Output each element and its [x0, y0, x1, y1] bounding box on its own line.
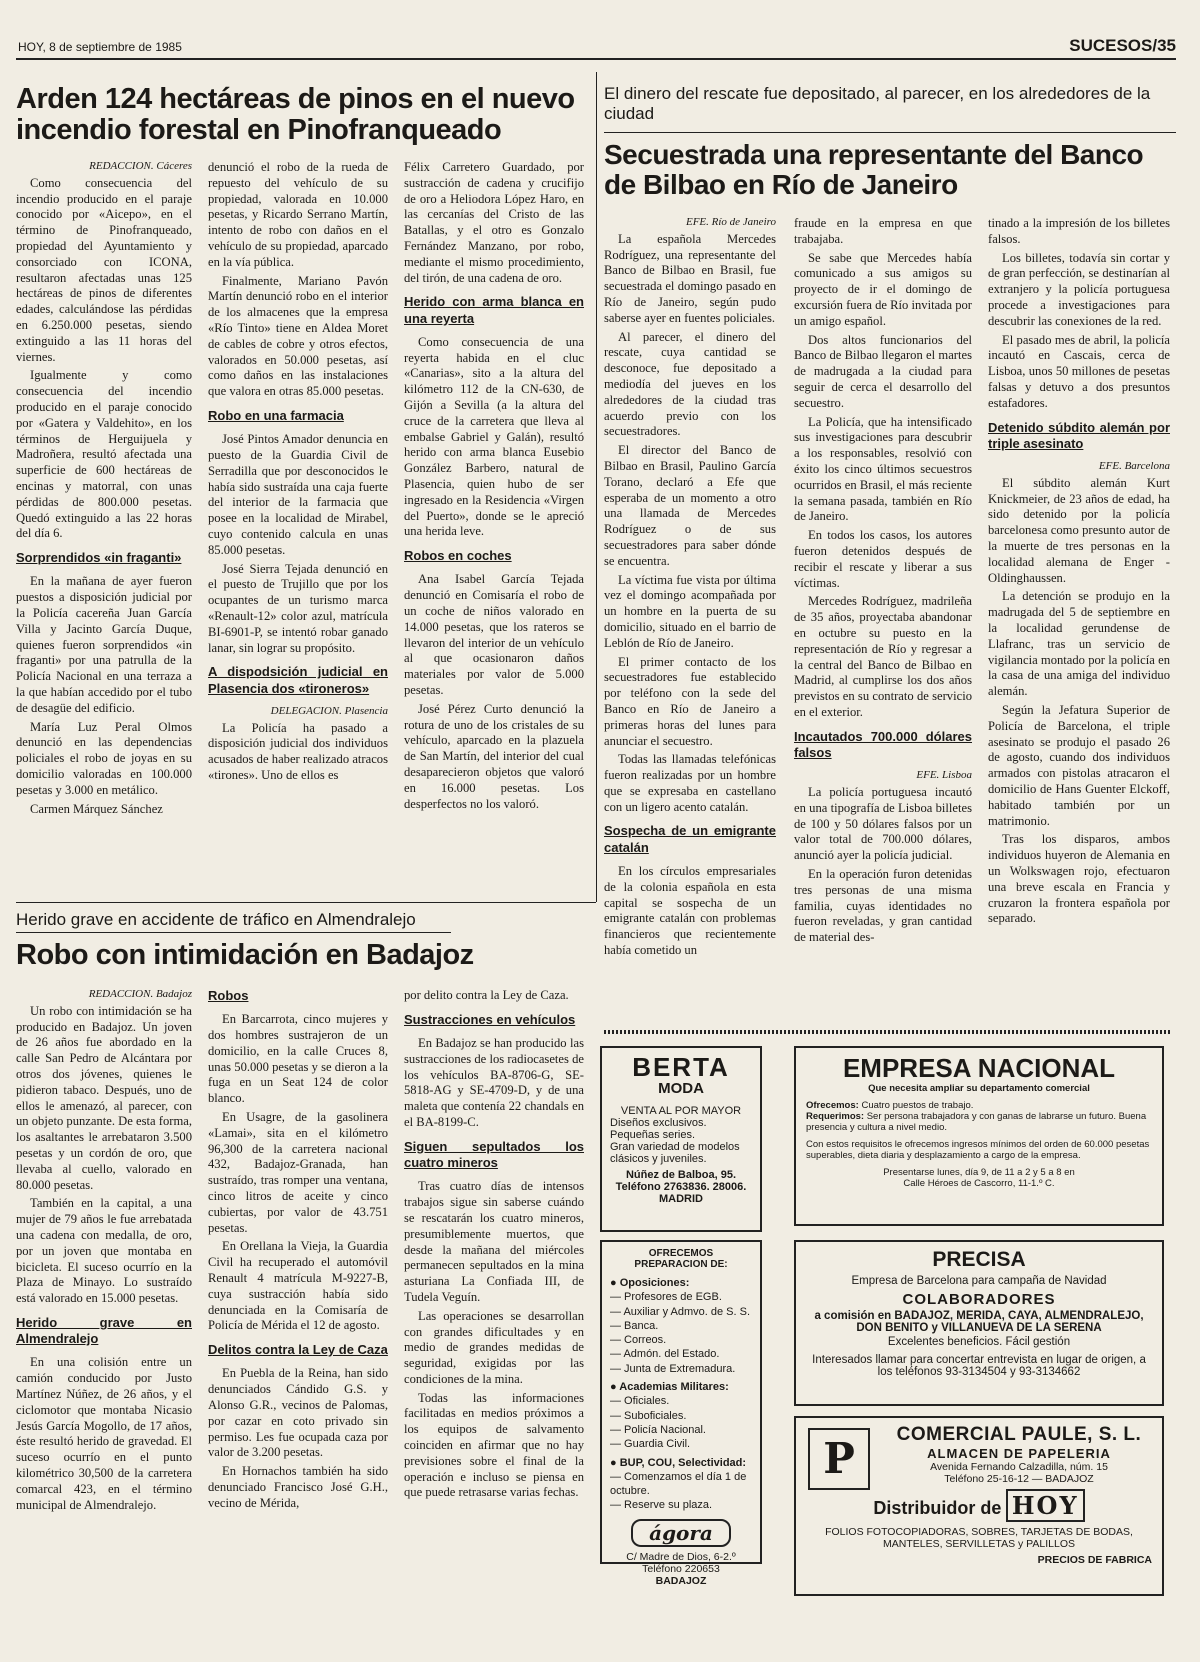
kidnap-column-3 — [988, 216, 1170, 1024]
fire-column-3 — [404, 160, 584, 890]
paragraph: La detención se produjo en la madrugada del 5 de septiembre en la localidad gerundense de Llafranc, tras un servicio de vigilancia montado por la policía en la casa de una amiga del individuo alemán. — [988, 589, 1170, 699]
paragraph: En Barcarrota, cinco mujeres y dos hombres sustrajeron de un domicilio, en la calle Cruces 8, unas 50.000 pesetas y se dieron a la fuga en un Seat 124 de color blanco. — [208, 1012, 388, 1106]
subhead: Robo en una farmacia — [208, 407, 344, 423]
paragraph: El súbdito alemán Kurt Knickmeier, de 23 años de edad, ha sido detenido por la policía barcelonesa como presunto autor de la muerte de tres personas en la localidad alemana de Enger - Oldinghaussen. — [988, 475, 1170, 585]
dateline: EFE. Barcelona — [1098, 460, 1170, 473]
paragraph: El pasado mes de abril, la policía incautó en Cascais, cerca de Lisboa, unos 50 millones de pesetas falsas y detuvo a dos presuntos estafadores. — [988, 332, 1170, 410]
empresa-address: Calle Héroes de Cascorro, 11-1.º C. — [903, 1177, 1055, 1189]
paragraph: Según la Jefatura Superior de Policía de Barcelona, el triple asesinato se produjo el pasado 26 de agosto, cuando dos individuos armados con pistolas atracaron el domicilio de Hans Guenter Elckoff, habitado también por un matrimonio. — [988, 703, 1170, 828]
paule-distributor — [806, 1491, 1152, 1520]
subhead: Robos — [208, 988, 249, 1003]
ad-berta — [600, 1046, 762, 1232]
agora-city: BADAJOZ — [655, 1574, 707, 1587]
paragraph: La española Mercedes Rodríguez, una representante del Banco de Bilbao en Brasil, fue secuestrada el domingo pasado en Río de Janeiro, según pudo saberse ayer en fuentes policiales. — [604, 231, 776, 325]
paragraph: Tras cuatro días de intensos trabajos sigue sin saberse cuándo se rescatarán los cuatro mineros, presumiblemente muertos, que desde la mañana del miércoles permanecen sepultados en la mina asturiana La Confiada III, de Tudela Veguín. — [404, 1179, 584, 1304]
section-title: SUCESOS/35 — [1069, 36, 1176, 55]
paragraph: En todos los casos, los autores fueron detenidos después de recibir el rescate y liberar a sus víctimas. — [794, 528, 972, 590]
agora-item: — Oficiales. — [610, 1395, 670, 1408]
badajoz-column-3 — [404, 988, 584, 1650]
precisa-line: a comisión en BADAJOZ, MERIDA, CAYA, ALMENDRALEJO, DON BENITO y VILLANUEVA DE LA SERENA — [814, 1310, 1144, 1335]
subhead: Herido con arma blanca en una reyerta — [404, 294, 584, 326]
berta-line: Diseños exclusivos. — [610, 1117, 707, 1129]
empresa-subtitle: Que necesita ampliar su departamento comercial — [868, 1082, 1090, 1094]
paragraph: María Luz Peral Olmos denunció en las dependencias policiales el robo de joyas en su domicilio valoradas en 100.000 pesetas y 3.000 en metálico. — [16, 719, 192, 797]
paragraph: En los círculos empresariales de la colonia española en esta capital se sospecha de un emigrante catalán con problemas financieros que recientemente había cometido un — [604, 863, 776, 957]
badajoz-column-2 — [208, 988, 388, 1650]
paragraph: por delito contra la Ley de Caza. — [404, 988, 569, 1002]
paule-address: Avenida Fernando Calzadilla, núm. 15 — [930, 1461, 1108, 1473]
vertical-divider — [596, 72, 597, 902]
subhead: Robos en coches — [404, 548, 512, 564]
berta-address: Núñez de Balboa, 95. — [625, 1169, 737, 1181]
agora-item: — Guardia Civil. — [610, 1438, 691, 1451]
paragraph: La Policía, que ha intensificado sus investigaciones para descubrir a los responsables, resolvió con éxito los cinco últimos secuestros ocurridos en Brasil, el más reciente la semana pasada, también en Río de Janeiro. — [794, 414, 972, 524]
paragraph: Félix Carretero Guardado, por sustracción de cadena y crucifijo de oro a Heliodora López Haro, en las cercanías del Cristo de las Batallas, y el otro es Gonzalo Fernández Manzano, por robo, mediante el mismo procedimiento, del tirón, de una cadena de oro. — [404, 160, 584, 285]
agora-logo: ágora — [631, 1519, 731, 1547]
subhead: Incautados 700.000 dólares falsos — [794, 728, 972, 760]
kidnap-kicker: El dinero del rescate fue depositado, al parecer, en los alrededores de la ciudad — [604, 84, 1151, 124]
fire-column-1 — [16, 160, 192, 890]
paragraph: fraude en la empresa en que trabajaba. — [794, 216, 972, 246]
paragraph: La Policía ha pasado a disposición judicial dos individuos acusados de haber realizado atracos «tirones». Uno de ellos es — [208, 720, 388, 783]
empresa-schedule: Presentarse lunes, día 9, de 11 a 2 y 5 a 8 en — [883, 1166, 1075, 1178]
paragraph: En Usagre, de la gasolinera «Lamai», sita en el kilómetro 96,300 de la carretera nacional 432, Badajoz-Granada, han sustraído, tras romper una ventana, cinco litros de aceite y cinco cubiertas, por valor de 43.751 pesetas. — [208, 1110, 388, 1235]
precisa-line: Interesados llamar para concertar entrevista en lugar de origen, a los teléfonos 93-3134504 y 93-3134662 — [812, 1354, 1146, 1379]
badajoz-headline: Robo con intimidación en Badajoz — [16, 939, 474, 971]
empresa-body: Con estos requisitos le ofrecemos ingresos mínimos del orden de 60.000 pesetas superables, dieta diaria y desplazamiento a cargo de la empresa. — [806, 1138, 1150, 1161]
paule-almacen: ALMACEN DE PAPELERIA — [927, 1446, 1111, 1461]
empresa-requirements — [806, 1111, 1152, 1133]
agora-item: — Policía Nacional. — [610, 1423, 706, 1436]
berta-phone: Teléfono 2763836. 28006. — [615, 1181, 747, 1193]
precisa-line: Excelentes beneficios. Fácil gestión — [887, 1336, 1071, 1349]
paragraph: Ana Isabel García Tejada denunció en Comisaría el robo de un coche de niños valorado en 14.000 pesetas, que los rateros se llevaron del interior de un vehículo al que ocasionaron daños materiales por valor de 5.000 pesetas. — [404, 572, 584, 698]
ads-separator — [604, 1030, 1172, 1034]
agora-title: OFRECEMOS PREPARACION DE: — [634, 1248, 728, 1270]
empresa-offer — [806, 1100, 1152, 1111]
paragraph: En la operación furon detenidas tres personas de una misma familia, cuyas identidades no fueron reveladas, y gran cantidad de material des- — [794, 866, 972, 945]
empresa-req-text: Ser persona trabajadora y con ganas de labrarse un futuro. Buena presencia y cultura a nivel medio. — [806, 1110, 1147, 1133]
paragraph: En Badajoz se han producido las sustracciones de los radiocasetes de los vehículos BA-8706-G, SE-5818-AG y SE-4709-D, y de una maleta que contenía 22 chandals en el BA-8199-C. — [404, 1036, 584, 1130]
ad-comercial-paule — [794, 1416, 1164, 1596]
hoy-logo: HOY — [1006, 1489, 1085, 1522]
paragraph: Un robo con intimidación se ha producido en Badajoz. Un joven de 26 años fue abordado en la calle San Pedro de Alcántara por otros dos jóvenes, quienes le pidieron tabaco. Después, uno de ellos le amenazó, al parecer, con un objeto punzante. De esta forma, los asaltantes le arrebataron 3.500 pesetas y un cordón de oro, que llevaba al cuello, valorado en 80.000 pesetas. — [16, 1003, 192, 1192]
paule-prices: PRECIOS DE FABRICA — [1037, 1554, 1152, 1566]
subhead: Detenido súbdito alemán por triple asesinato — [988, 419, 1170, 451]
berta-line: Gran variedad de modelos clásicos y juveniles. — [610, 1141, 740, 1165]
kidnap-headline: Secuestrada una representante del Banco de Bilbao en Río de Janeiro — [604, 139, 1144, 201]
header-rule — [16, 58, 1176, 60]
paragraph: Como consecuencia de una reyerta habida en el cluc «Canarias», sito a la altura del kilómetro 112 de la CN-630, de Gijón a Sevilla (a la altura del cruce de la carretera que lleva al embalse Gabriel y Galán), resultó herido con arma blanca Eusebio González Barbero, natural de Plasencia, quien hubo de ser ingresado en la Residencia «Virgen del Puerto», donde se le apreció una herida leve. — [404, 334, 584, 539]
agora-group: ● Academias Militares: — [610, 1381, 729, 1394]
berta-line: Pequeñas series. — [610, 1129, 695, 1141]
agora-group: ● Oposiciones: — [610, 1277, 690, 1289]
empresa-req-label: Requerimos: — [806, 1110, 865, 1122]
precisa-colaboradores: COLABORADORES — [902, 1291, 1056, 1309]
paragraph: José Pérez Curto denunció la rotura de uno de los cristales de su vehículo, aparcado en la plazuela de San Martín, del interior del cual desaparecieron objetos que valoró en 16.000 pesetas. Los desperfectos no los valoró. — [404, 701, 584, 811]
paragraph: Los billetes, todavía sin cortar y de gran perfección, se destinarían al extranjero y la policía portuguesa procede a investigaciones para descubrir las conexiones de la red. — [988, 250, 1170, 328]
precisa-line: Empresa de Barcelona para campaña de Navidad — [851, 1275, 1107, 1288]
badajoz-dateline: REDACCION. Badajoz — [88, 988, 192, 1000]
berta-city: MADRID — [659, 1193, 703, 1205]
paule-name: COMERCIAL PAULE, S. L. — [896, 1424, 1142, 1445]
agora-item: — Suboficiales. — [610, 1409, 687, 1422]
paragraph: En Orellana la Vieja, la Guardia Civil ha recuperado el automóvil Renault 4 matrícula M-9227-B, cuya sustracción había sido denunciada en la Comisaría de Policía de Mérida el 12 de agosto. — [208, 1239, 388, 1333]
paragraph: En Hornachos también ha sido denunciado Francisco José G.H., vecino de Mérida, — [208, 1464, 388, 1510]
precisa-title: PRECISA — [932, 1248, 1026, 1271]
paragraph: José Pintos Amador denuncia en puesto de la Guardia Civil de Serradilla que por desconocidos le había sido sustraída una caja fuerte del interior de la farmacia que posee en la localidad de Mirabel, cuyo contenido calcula en unas 85.000 pesetas. — [208, 432, 388, 557]
paragraph: La policía portuguesa incautó en una tipografía de Lisboa billetes de 100 y 50 dólares falsos por un valor total de 700.000 dólares, anunció ayer la policía judicial. — [794, 785, 972, 863]
paule-dist-label: Distribuidor de — [873, 1498, 1002, 1518]
paragraph: denunció el robo de la rueda de repuesto del vehículo de su propiedad, valorada en 10.000 pesetas, y Ricardo Serrano Martín, intento de robo con daños en el vehículo de su propiedad, aparcado en la vía pública. — [208, 160, 388, 269]
paragraph: Todas las informaciones facilitadas en medios próximos a los equipos de salvamento coinciden en afirmar que no hay previsiones sobre el final de la operación e incluso se piensa en que puede retrasarse varias fechas. — [404, 1390, 584, 1500]
paragraph: José Sierra Tejada denunció en el puesto de Trujillo que por los ocupantes de un turismo marca «Renault-12» color azul, matrícula BI-6901-P, se intentó robar ganado lanar, sin lograr su propósito. — [208, 561, 388, 655]
subhead: Delitos contra la Ley de Caza — [208, 1342, 388, 1358]
agora-phone: Teléfono 220653 — [642, 1562, 720, 1575]
fire-column-2 — [208, 160, 388, 890]
agora-group: ● BUP, COU, Selectividad: — [610, 1456, 747, 1469]
kicker-rule — [604, 132, 1176, 133]
paragraph: También en la capital, a una mujer de 79 años le fue arrebatada una cadena con medalla, de oro, por un joven que montaba en bicicleta. El suceso ocurrío en la Plaza de Minayo. Lo sustraído está valorado en 15.000 pesetas. — [16, 1196, 192, 1306]
agora-group-label: BUP, COU, Selectividad: — [619, 1456, 747, 1469]
agora-item: — Correos. — [610, 1334, 667, 1347]
agora-item: — Auxiliar y Admvo. de S. S. — [610, 1305, 751, 1318]
badajoz-kicker: Herido grave en accidente de tráfico en Almendralejo — [16, 910, 416, 929]
fire-dateline: REDACCION. Cáceres — [89, 160, 192, 172]
agora-group-label: Academias Militares: — [619, 1381, 729, 1394]
paragraph: Mercedes Rodríguez, madrileña de 35 años, proyectaba abandonar en octubre su puesto en la representación de Río y regresar a la central del Banco de Bilbao en Madrid, al cumplirse los dos años previstos en su contrato de servicio en el exterior. — [794, 594, 972, 719]
subhead: Herido grave en Almendralejo — [16, 1314, 192, 1347]
empresa-offer-label: Ofrecemos: — [806, 1099, 859, 1111]
subhead: Sorprendidos «in fraganti» — [16, 550, 182, 566]
berta-name: BERTA — [632, 1052, 730, 1082]
subhead: A dispodsición judicial en Plasencia dos «tironeros» — [208, 664, 388, 696]
dateline: EFE. Lisboa — [916, 769, 972, 782]
paragraph: En la mañana de ayer fueron puestos a disposición judicial por la Policía cacereña Juan García Villa y Jacinto García Duque, quienes fueron sorprendidos «in fraganti» por una patrulla de la Policía Nacional en una terraza a la que habían accedido por el tubo de desagüe del edificio. — [16, 574, 192, 715]
kicker-rule — [16, 932, 451, 933]
empresa-title: EMPRESA NACIONAL — [842, 1053, 1116, 1083]
subhead: Sospecha de un emigrante catalán — [604, 823, 776, 855]
badajoz-column-1 — [16, 988, 192, 1650]
agora-group-label: Oposiciones: — [619, 1277, 690, 1289]
agora-item: — Admón. del Estado. — [610, 1348, 720, 1361]
paragraph: Las operaciones se desarrollan con grandes dificultades y en medio de grandes medidas de seguridad, exigidas por las condiciones de la mina. — [404, 1308, 584, 1386]
paragraph: Dos altos funcionarios del Banco de Bilbao llegaron el martes de madrugada a la ciudad para seguir de cerca el desarrollo del secuestro. — [794, 332, 972, 410]
kidnap-column-1 — [604, 216, 776, 1024]
agora-address: C/ Madre de Dios, 6-2.º — [626, 1550, 736, 1563]
agora-item: — Banca. — [610, 1319, 659, 1332]
kidnap-dateline: EFE. Río de Janeiro — [685, 216, 776, 228]
dateline: DELEGACION. Plasencia — [270, 704, 388, 717]
paragraph: Al parecer, el dinero del rescate, cuya cantidad se desconoce, fue depositado a mediodía del jueves en los alrededores de la ciudad tras acuerdo previo con los secuestradores. — [604, 329, 776, 439]
paragraph: El director del Banco de Bilbao en Brasil, Paulino García Torano, declaró a Efe que esperaba de un momento a otro una llamada de Mercedes Rodríguez o de sus secuestradores para saber dónde se encuentra. — [604, 443, 776, 568]
agora-item: — Reserve su plaza. — [610, 1499, 713, 1512]
empresa-offer-text: Cuatro puestos de trabajo. — [861, 1099, 974, 1111]
paragraph: El primer contacto de los secuestradores fue establecido por teléfono con la sede del Banco en Río de Janeiro a primeras horas del lunes para anunciar el secuestro. — [604, 654, 776, 748]
paragraph: En Puebla de la Reina, han sido denunciados Cándido G.S. y Alonso G.R., vecinos de Palomas, por cazar en coto privado sin permiso. Les fue ocupada caza por valor de 3.200 pesetas. — [208, 1366, 388, 1460]
paragraph: Tras los disparos, ambos individuos huyeron de Alemania en un Wolkswagen rojo, efectuaron una breve escala en Francia y cruzaron la frontera española por separado. — [988, 832, 1170, 926]
berta-line: VENTA AL POR MAYOR — [620, 1105, 742, 1117]
ad-agora — [600, 1240, 762, 1587]
subhead: Siguen sepultados los cuatro mineros — [404, 1138, 584, 1171]
paragraph: Todas las llamadas telefónicas fueron realizadas por un hombre que se expresaba en castellano con un ligero acento catalán. — [604, 752, 776, 814]
paule-phone: Teléfono 25-16-12 — BADAJOZ — [944, 1473, 1094, 1485]
paragraph: Carmen Márquez Sánchez — [30, 801, 163, 816]
folio-date: HOY, 8 de septiembre de 1985 — [18, 40, 182, 54]
berta-moda: MODA — [658, 1080, 704, 1097]
paragraph: Igualmente y como consecuencia del incendio producido en el paraje conocido por «Gatera y Valdehito», en los términos de Herguijuela y Madroñera, resultó afectada una superficie de 600 hectáreas de encinas y matorral, con unas pérdidas de 800.000 pesetas. Quedó extinguido a las 22 horas del día 6. — [16, 368, 192, 541]
paragraph: Se sabe que Mercedes había comunicado a sus amigos su proyecto de ir el domingo de excursión fuera de Río invitada por un amigo español. — [794, 250, 973, 328]
paule-items: FOLIOS FOTOCOPIADORAS, SOBRES, TARJETAS DE BODAS, MANTELES, SERVILLETAS y PALILLOS — [825, 1526, 1133, 1550]
paragraph: Finalmente, Mariano Pavón Martín denunció robo en el interior de los almacenes que la empresa «Río Tinto» tiene en Aldea Moret de cables de cobre y otros efectos, valorados en 50.000 pesetas, así como daños en las instalaciones que valora en otras 85.000 pesetas. — [208, 273, 388, 399]
agora-item: — Profesores de EGB. — [610, 1291, 722, 1304]
paule-monogram: P — [808, 1428, 870, 1490]
ad-empresa-nacional — [794, 1046, 1164, 1226]
paragraph: Como consecuencia del incendio producido en el paraje conocido por «Aicepo», en el término de Pinofranqueado, propiedad del Ayuntamiento y consorciado con ICONA, resultaron afectadas unas 125 hectáreas de pinos de diferentes edades, calculándose las pérdidas en 6.250.000 pesetas, siendo extinguido a las 11 horas del viernes. — [16, 175, 192, 364]
paragraph: La víctima fue vista por última vez el domingo acompañada por un hombre en la puerta de su domicilio, situado en el barrio de Leblón de Río de Janeiro. — [604, 572, 776, 650]
ad-precisa — [794, 1240, 1164, 1406]
paragraph: tinado a la impresión de los billetes falsos. — [988, 216, 1170, 246]
subhead: Sustracciones en vehículos — [404, 1011, 576, 1027]
agora-item: — Comenzamos el día 1 de octubre. — [610, 1470, 747, 1498]
fire-headline: Arden 124 hectáreas de pinos en el nuevo incendio forestal en Pinofranqueado — [16, 83, 575, 147]
paragraph: En una colisión entre un camión conducido por Justo Martínez Núñez, de 26 años, y el ciclomotor que montaba Nicasio Jesús García Mogollo, de 17 años, éste resultó herido de gravedad. El suceso ocurrío en el punto kilométrico 30,500 de la carretera comarcal 423, en el término municipal de Almendralejo. — [16, 1355, 192, 1512]
section-rule — [16, 902, 596, 903]
kidnap-column-2 — [794, 216, 972, 1024]
agora-item: — Junta de Extremadura. — [610, 1362, 736, 1375]
